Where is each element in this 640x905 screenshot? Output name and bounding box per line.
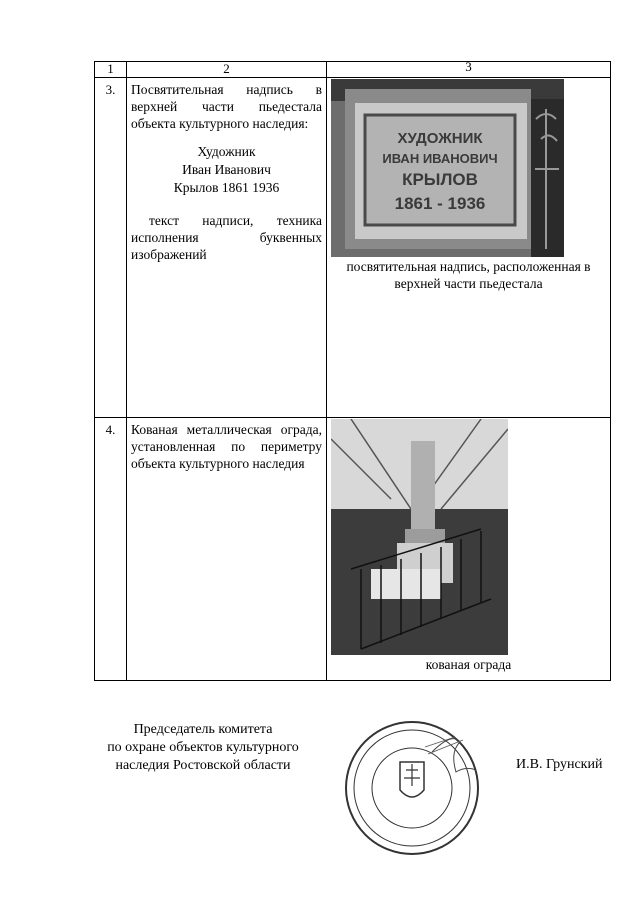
photo-cell bbox=[327, 418, 611, 681]
row-description: Кованая металлическая ограда, установленная по периметру объекта культурного наследия bbox=[127, 418, 327, 681]
signatory-position bbox=[94, 721, 312, 775]
col-header-1: 1 bbox=[95, 62, 127, 78]
signatory-name: И.В. Грунский bbox=[516, 757, 603, 772]
photo-caption: посвятительная надпись, расположенная в верхней части пьедестала bbox=[346, 259, 591, 291]
col-header-2: 2 bbox=[127, 62, 327, 78]
col-header-3: 3 bbox=[327, 62, 611, 78]
inscription-line: Иван Иванович bbox=[182, 162, 271, 177]
position-line: Председатель комитета bbox=[133, 722, 273, 737]
row-note: текст надписи, техника исполнения буквенных изображений bbox=[131, 213, 322, 262]
row-description: Посвятительная надпись в верхней части пьедестала объекта культурного наследия: bbox=[131, 82, 322, 131]
plaque-line: КРЫЛОВ bbox=[402, 170, 478, 189]
position-line: наследия Ростовской области bbox=[115, 758, 291, 773]
plaque-photo bbox=[331, 79, 564, 257]
inscription-line: Крылов 1861 1936 bbox=[173, 180, 280, 195]
row-description-cell bbox=[127, 78, 327, 418]
table-row bbox=[95, 418, 611, 681]
official-seal bbox=[340, 712, 490, 862]
fence-photo bbox=[331, 419, 508, 655]
photo-caption: кованая ограда bbox=[425, 657, 512, 672]
inscription-line: Художник bbox=[197, 144, 256, 159]
table-row bbox=[95, 78, 611, 418]
position-line: по охране объектов культурного bbox=[107, 740, 299, 755]
inscription-text bbox=[131, 143, 322, 197]
row-number: 3. bbox=[95, 78, 127, 418]
plaque-line: ИВАН ИВАНОВИЧ bbox=[382, 151, 498, 166]
table-header-row bbox=[95, 62, 611, 78]
plaque-line: 1861 - 1936 bbox=[394, 194, 486, 213]
photo-cell bbox=[327, 78, 611, 418]
row-number: 4. bbox=[95, 418, 127, 681]
heritage-table bbox=[94, 61, 611, 681]
plaque-line: ХУДОЖНИК bbox=[397, 130, 483, 147]
